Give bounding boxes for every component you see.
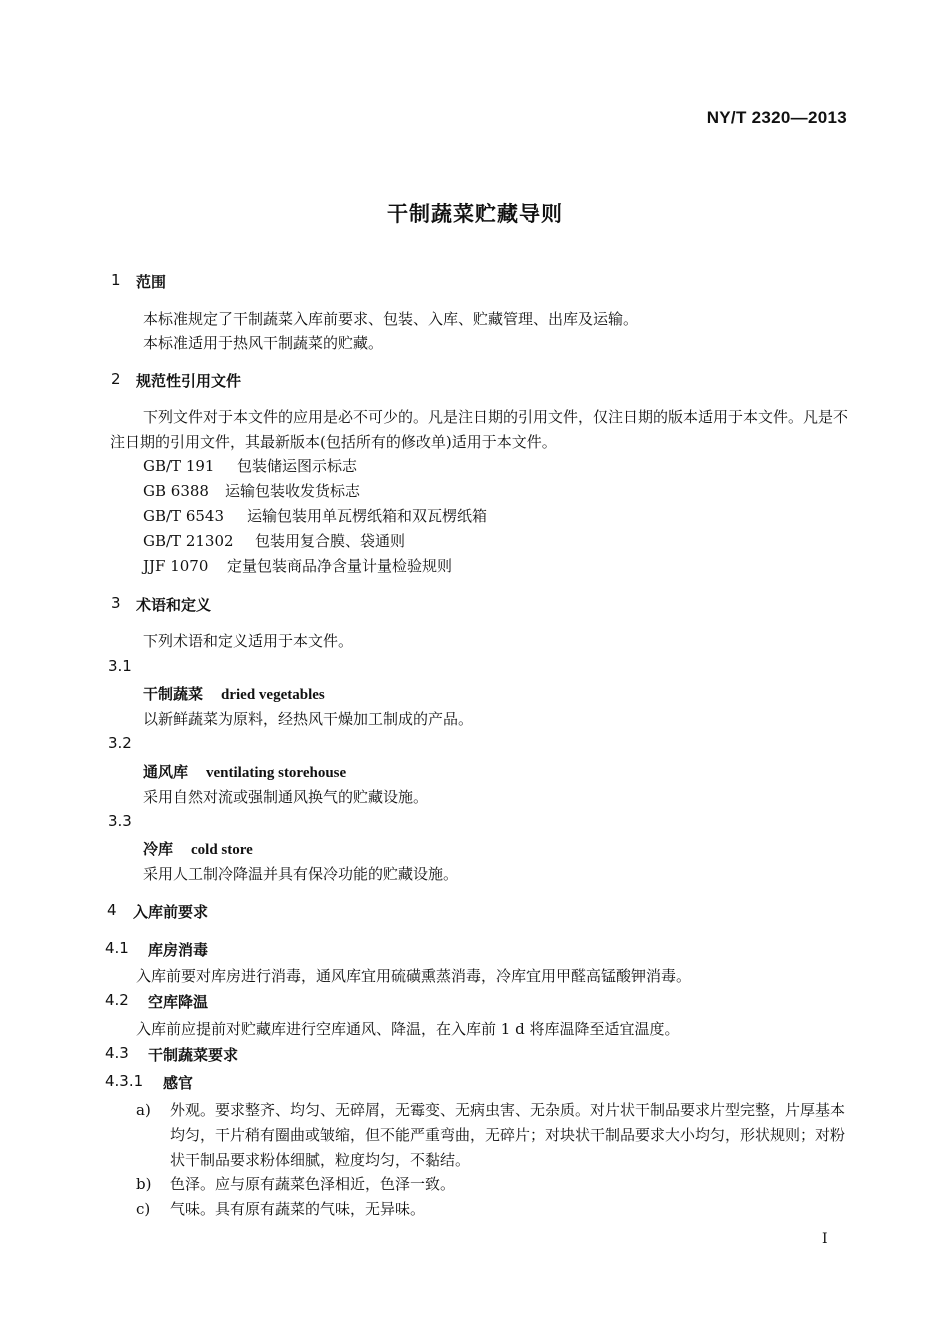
section-4-1-text: 入库前要对库房进行消毒，通风库宜用硫磺熏蒸消毒，冷库宜用甲醛高锰酸钾消毒。 xyxy=(136,967,692,985)
section-4-3-title: 干制蔬菜要求 xyxy=(148,1046,239,1064)
page-title: 干制蔬菜贮藏导则 xyxy=(387,202,563,226)
section-4-number: 4 xyxy=(107,901,117,919)
term-chinese: 干制蔬菜 xyxy=(143,685,204,703)
section-4-2-number: 4.2 xyxy=(105,991,129,1009)
section-2-title: 规范性引用文件 xyxy=(136,372,242,390)
section-4-1-title: 库房消毒 xyxy=(148,941,209,959)
section-4-1-number: 4.1 xyxy=(105,939,129,957)
term-chinese: 通风库 xyxy=(143,763,189,781)
list-item xyxy=(136,1197,850,1222)
list-item-text: 气味。具有原有蔬菜的气味，无异味。 xyxy=(170,1200,426,1218)
reference-title: 定量包装商品净含量计量检验规则 xyxy=(227,557,453,575)
term-english: ventilating storehouse xyxy=(206,765,347,781)
section-4-2-text: 入库前应提前对贮藏库进行空库通风、降温，在入库前 1 d 将库温降至适宜温度。 xyxy=(136,1020,680,1038)
list-marker: a) xyxy=(136,1101,151,1119)
list-item xyxy=(136,1098,850,1173)
term-definition: 以新鲜蔬菜为原料，经热风干燥加工制成的产品。 xyxy=(143,710,474,728)
term-heading xyxy=(143,761,346,782)
term-chinese: 冷库 xyxy=(143,840,174,858)
section-4-3-1-title: 感官 xyxy=(163,1074,194,1092)
term-heading xyxy=(143,683,325,704)
section-4-3-number: 4.3 xyxy=(105,1044,129,1062)
section-1-title: 范围 xyxy=(136,273,167,291)
section-3-title: 术语和定义 xyxy=(136,596,212,614)
term-definition: 采用自然对流或强制通风换气的贮藏设施。 xyxy=(143,788,429,806)
term-number: 3.1 xyxy=(108,657,132,675)
reference-code: GB 6388 xyxy=(143,482,209,500)
reference-title: 包装用复合膜、袋通则 xyxy=(255,532,406,550)
section-1-para-2: 本标准适用于热风干制蔬菜的贮藏。 xyxy=(143,334,384,352)
list-marker: b) xyxy=(136,1175,152,1193)
document-number: NY/T 2320—2013 xyxy=(706,108,847,127)
section-3-intro: 下列术语和定义适用于本文件。 xyxy=(143,632,354,650)
reference-code: GB/T 6543 xyxy=(143,507,225,525)
reference-item xyxy=(143,530,405,551)
reference-title: 运输包装用单瓦楞纸箱和双瓦楞纸箱 xyxy=(247,507,488,525)
section-4-2-title: 空库降温 xyxy=(148,993,209,1011)
section-4-title: 入库前要求 xyxy=(133,903,209,921)
section-2-number: 2 xyxy=(111,370,121,388)
term-english: dried vegetables xyxy=(221,687,325,703)
section-1-para-1: 本标准规定了干制蔬菜入库前要求、包装、入库、贮藏管理、出库及运输。 xyxy=(143,310,639,328)
term-english: cold store xyxy=(191,842,253,858)
term-definition: 采用人工制冷降温并具有保冷功能的贮藏设施。 xyxy=(143,865,459,883)
term-number: 3.3 xyxy=(108,812,132,830)
reference-item xyxy=(143,505,487,526)
reference-item xyxy=(143,555,452,576)
reference-item xyxy=(143,480,360,501)
reference-code: GB/T 21302 xyxy=(143,532,234,550)
term-heading xyxy=(143,838,253,859)
list-item xyxy=(136,1172,850,1197)
term-number: 3.2 xyxy=(108,734,132,752)
section-2-intro: 下列文件对于本文件的应用是必不可少的。凡是注日期的引用文件，仅注日期的版本适用于本文件。凡是不注日期的引用文件，其最新版本(包括所有的修改单)适用于本文件。 xyxy=(110,408,849,451)
list-marker: c) xyxy=(136,1200,151,1218)
reference-title: 包装储运图示标志 xyxy=(237,457,358,475)
reference-item xyxy=(143,455,357,476)
page-number: I xyxy=(822,1231,828,1247)
section-3-number: 3 xyxy=(111,594,121,612)
reference-code: JJF 1070 xyxy=(143,557,209,575)
section-4-3-1-number: 4.3.1 xyxy=(105,1072,144,1090)
section-1-number: 1 xyxy=(111,271,121,289)
list-item-text: 色泽。应与原有蔬菜色泽相近，色泽一致。 xyxy=(170,1175,456,1193)
reference-title: 运输包装收发货标志 xyxy=(225,482,361,500)
list-item-text: 外观。要求整齐、均匀、无碎屑，无霉变、无病虫害、无杂质。对片状干制品要求片型完整，片厚基本均匀，干片稍有圈曲或皱缩，但不能严重弯曲，无碎片；对块状干制品要求大小均匀，形状规则；对粉状干制品要求粉体细腻，粒度均匀，不黏结。 xyxy=(170,1101,846,1169)
reference-code: GB/T 191 xyxy=(143,457,215,475)
